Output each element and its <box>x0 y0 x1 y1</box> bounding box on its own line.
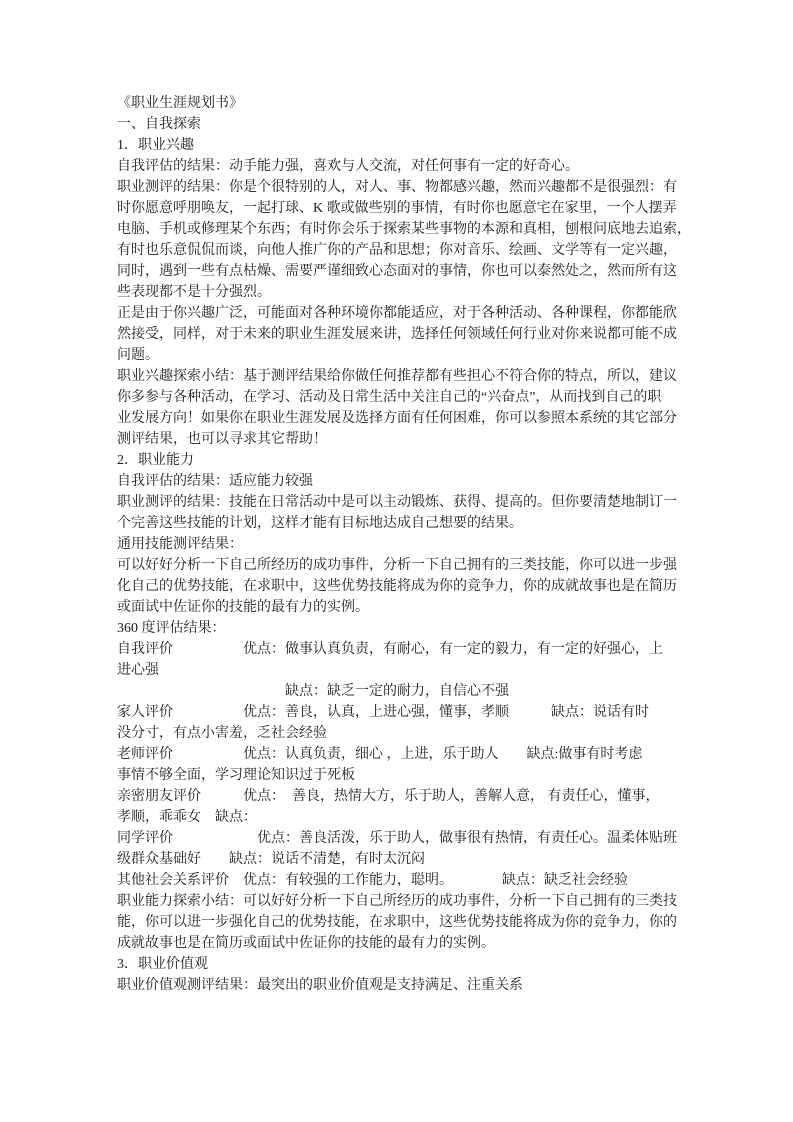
text-line: 职业测评的结果：技能在日常活动中是可以主动锻炼、获得、提高的。但你要清楚地制订一 <box>117 495 677 510</box>
text-line: 家人评价 优点：善良，认真，上进心强，懂事，孝顺 缺点：说话有时 <box>117 705 649 720</box>
text-line: 1．职业兴趣 <box>117 138 194 153</box>
text-line: 或面试中佐证你的技能的最有力的实例。 <box>117 600 369 615</box>
text-line: 时你愿意呼朋唤友，一起打球、K 歌或做些别的事情，有时你也愿意宅在家里，一个人摆弄 <box>117 201 677 216</box>
text-line: 通用技能测评结果： <box>117 537 243 552</box>
text-line: 老师评价 优点：认真负责，细心 ，上进，乐于助人 缺点:做事有时考虑 <box>117 747 643 762</box>
text-line: 业发展方向！如果你在职业生涯发展及选择方面有任何困难，你可以参照本系统的其它部分 <box>117 411 677 426</box>
text-line: 成就故事也是在简历或面试中佐证你的技能的最有力的实例。 <box>117 936 495 951</box>
text-line: 亲密朋友评价 优点： 善良，热情大方，乐于助人，善解人意， 有责任心，懂事， <box>117 789 660 804</box>
text-line: 正是由于你兴趣广泛，可能面对各种环境你都能适应，对于各种活动、各种课程，你都能欣 <box>117 306 677 321</box>
text-line: 自我评估的结果：动手能力强，喜欢与人交流，对任何事有一定的好奇心。 <box>117 159 579 174</box>
text-line: 然接受，同样，对于未来的职业生涯发展来讲，选择任何领域任何行业对你来说都可能不成 <box>117 327 677 342</box>
document-lines <box>117 93 691 996</box>
text-line: 孝顺，乖乖女 缺点： <box>117 810 257 825</box>
text-line: 电脑、手机或修理某个东西；有时你会乐于探索某些事物的本源和真相，刨根问底地去追索， <box>117 222 691 237</box>
text-line: 你多参与各种活动，在学习、活动及日常生活中关注自己的“兴奋点”，从而找到自己的职 <box>117 390 662 405</box>
text-line: 自我评价 优点：做事认真负责，有耐心，有一定的毅力，有一定的好强心，上 <box>117 642 663 657</box>
text-line: 级群众基础好 缺点：说话不清楚，有时太沉闷 <box>117 852 425 867</box>
text-line: 同时，遇到一些有点枯燥、需要严谨细致心态面对的事情，你也可以泰然处之，然而所有这 <box>117 264 677 279</box>
text-line: 360 度评估结果： <box>117 621 226 636</box>
text-line: 个完善这些技能的计划，这样才能有目标地达成自己想要的结果。 <box>117 516 523 531</box>
text-line: 能，你可以进一步强化自己的优势技能，在求职中，这些优势技能将成为你的竞争力，你的 <box>117 915 677 930</box>
text-line: 有时也乐意侃侃而谈，向他人推广你的产品和思想；你对音乐、绘画、文学等有一定兴趣， <box>117 243 677 258</box>
text-line: 问题。 <box>117 348 159 363</box>
document-title: 《职业生涯规划书》 <box>117 96 243 111</box>
text-line: 没分寸，有点小害羞，乏社会经验 <box>117 726 327 741</box>
text-line: 测评结果，也可以寻求其它帮助！ <box>117 432 327 447</box>
text-line: 事情不够全面，学习理论知识过于死板 <box>117 768 355 783</box>
text-line: 2．职业能力 <box>117 453 194 468</box>
text-line: 职业测评的结果：你是个很特别的人，对人、事、物都感兴趣，然而兴趣都不是很强烈：有 <box>117 180 677 195</box>
text-line: 职业能力探索小结：可以好好分析一下自己所经历的成功事件，分析一下自己拥有的三类技 <box>117 894 677 909</box>
text-line: 些表现都不是十分强烈。 <box>117 285 271 300</box>
text-line: 3．职业价值观 <box>117 957 208 972</box>
text-line: 同学评价 优点：善良活泼，乐于助人，做事很有热情，有责任心。温柔体贴班 <box>117 831 677 846</box>
text-line: 可以好好分析一下自己所经历的成功事件，分析一下自己拥有的三类技能，你可以进一步强 <box>117 558 677 573</box>
text-line: 一、自我探索 <box>117 117 201 132</box>
text-line: 化自己的优势技能，在求职中，这些优势技能将成为你的竞争力，你的成就故事也是在简历 <box>117 579 677 594</box>
text-line: 缺点：缺乏一定的耐力，自信心不强 <box>117 684 509 699</box>
text-line: 职业兴趣探索小结：基于测评结果给你做任何推荐都有些担心不符合你的特点，所以，建议 <box>117 369 677 384</box>
text-line: 职业价值观测评结果：最突出的职业价值观是支持满足、注重关系 <box>117 978 523 993</box>
text-line: 自我评估的结果：适应能力较强 <box>117 474 313 489</box>
text-line: 其他社会关系评价 优点：有较强的工作能力，聪明。 缺点：缺乏社会经验 <box>117 873 628 888</box>
text-line: 进心强 <box>117 663 159 678</box>
